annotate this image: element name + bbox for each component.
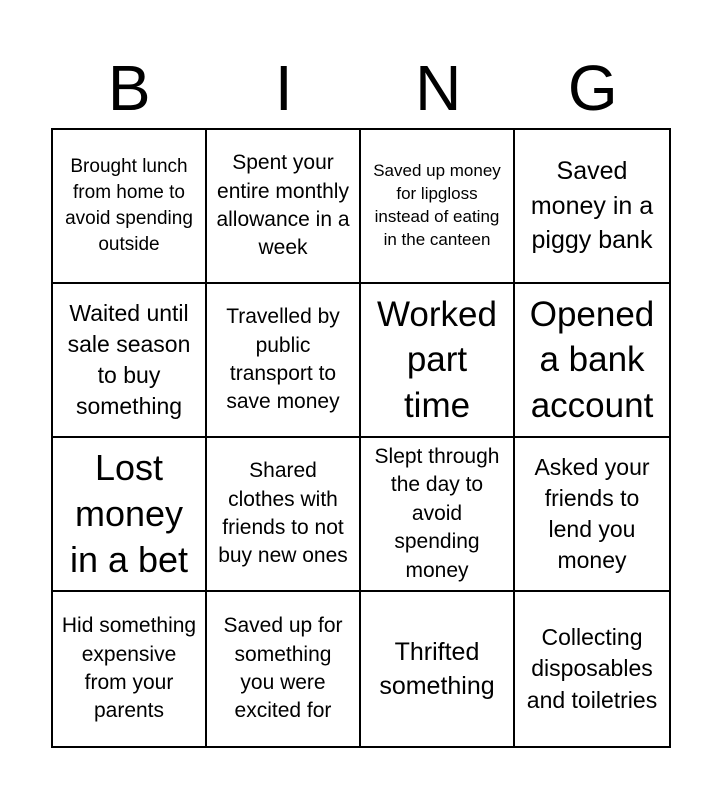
bingo-cell-r0-c3[interactable]: Saved money in a piggy bank [515,130,669,284]
bingo-cell-r0-c1[interactable]: Spent your entire monthly allowance in a week [207,130,361,284]
bingo-cell-r2-c0[interactable]: Lost money in a bet [53,438,207,592]
header-letter-b: B [107,52,151,124]
bingo-grid [51,128,671,748]
header-letter-i: I [274,52,293,124]
bingo-cell-r3-c1[interactable]: Saved up for something you were excited for [207,592,361,746]
bingo-cell-r3-c2[interactable]: Thrifted something [361,592,515,746]
bingo-cell-r1-c3[interactable]: Opened a bank account [515,284,669,438]
header-letter-n: N [415,52,462,124]
header-letter-g: G [567,52,618,124]
bingo-cell-r0-c0[interactable]: Brought lunch from home to avoid spending outside [53,130,207,284]
bingo-cell-r3-c0[interactable]: Hid something expensive from your parents [53,592,207,746]
bingo-cell-r2-c3[interactable]: Asked your friends to lend you money [515,438,669,592]
bingo-cell-r0-c2[interactable]: Saved up money for lipgloss instead of eating in the canteen [361,130,515,284]
bingo-cell-r1-c2[interactable]: Worked part time [361,284,515,438]
bingo-cell-r3-c3[interactable]: Collecting disposables and toiletries [526,624,658,713]
bingo-cell-r2-c1[interactable]: Shared clothes with friends to not buy new ones [207,438,361,592]
bingo-header [52,48,670,128]
bingo-cell-r1-c1[interactable]: Travelled by public transport to save money [207,284,361,438]
bingo-cell-r2-c2[interactable]: Slept through the day to avoid spending money [361,438,515,592]
bingo-cell-r1-c0[interactable]: Waited until sale season to buy something [53,284,207,438]
